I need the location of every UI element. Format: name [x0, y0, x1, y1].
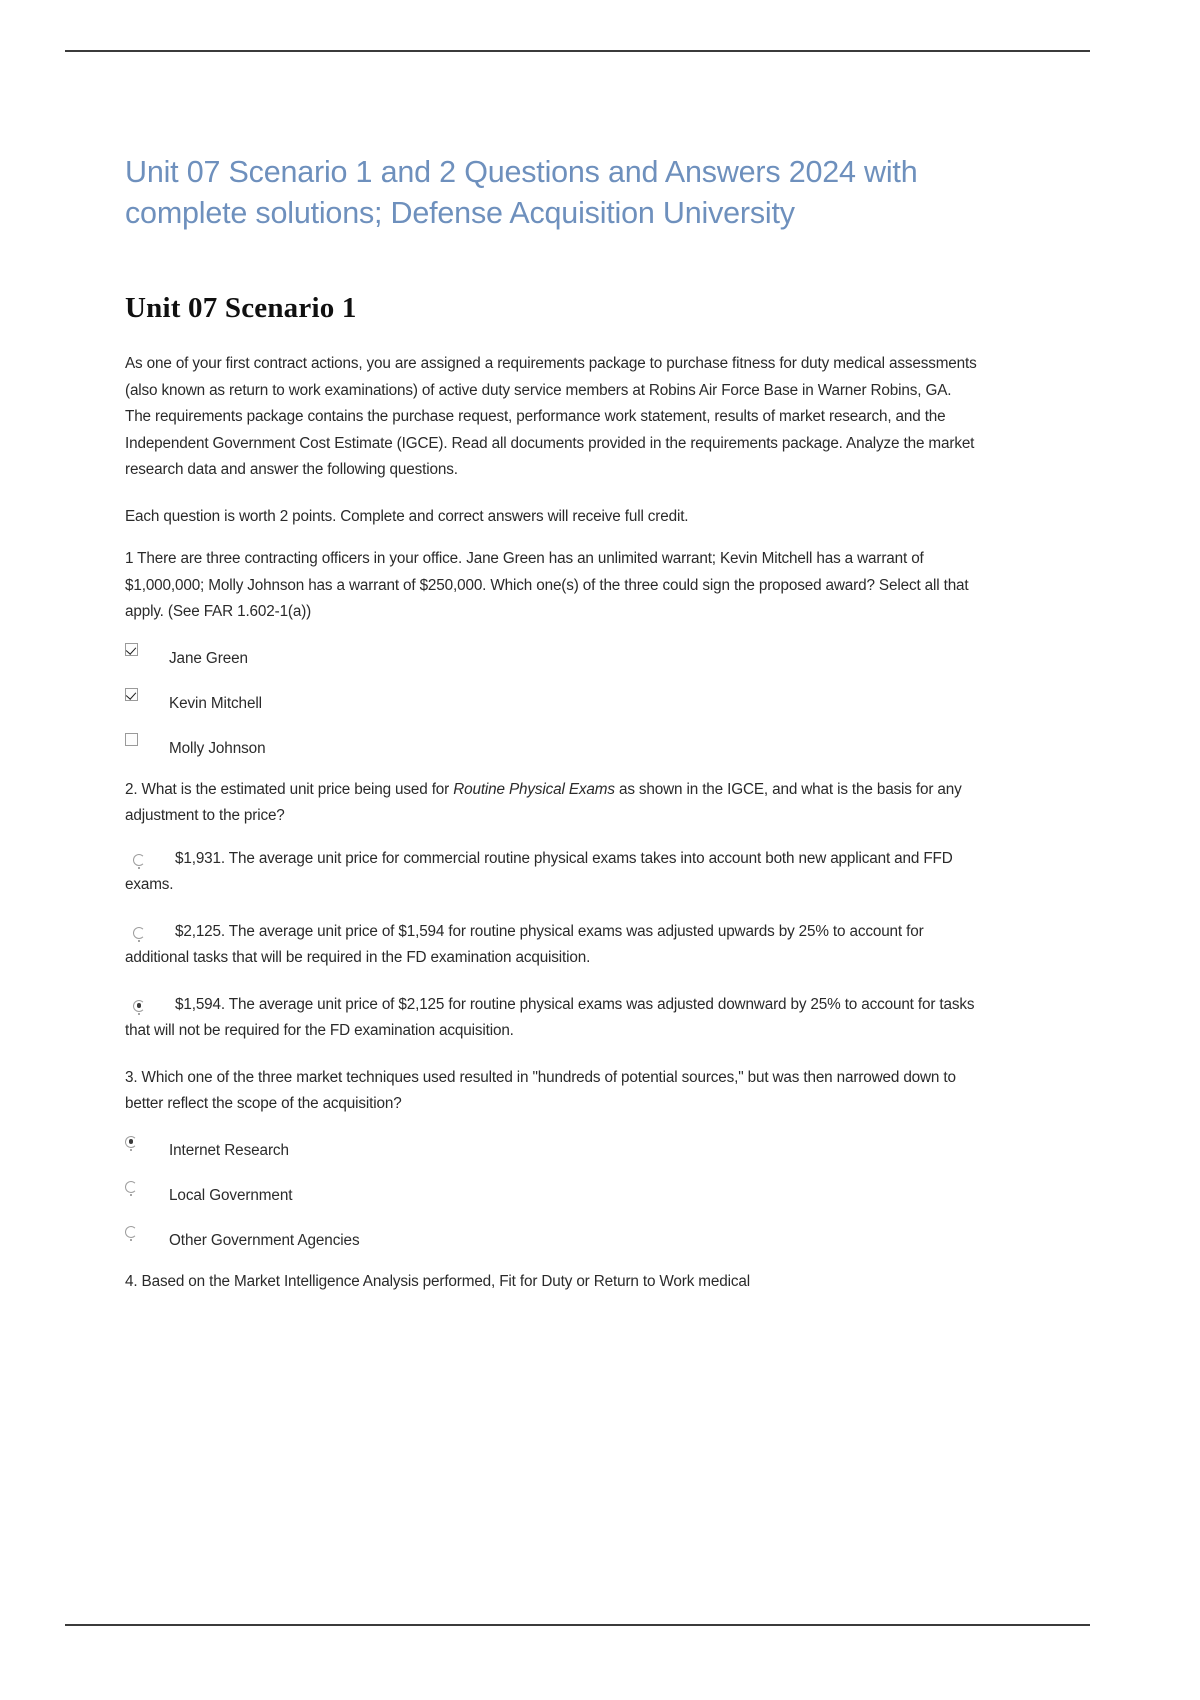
page-bottom-rule [65, 1624, 1090, 1626]
document-page [35, 12, 1165, 1684]
option-label: $1,594. The average unit price of $2,125 for routine physical exams was adjusted downward by 25% to account for tasks that will not be required for the FD examination acquisition. [125, 995, 975, 1039]
question-2-text-before: 2. What is the estimated unit price being used for [125, 780, 454, 798]
radio-icon[interactable] [133, 854, 145, 866]
question-3-text: 3. Which one of the three market techniques used resulted in "hundreds of potential sources," but was then narrowed down to better reflect the scope of the acquisition? [125, 1068, 956, 1112]
option-label: $2,125. The average unit price of $1,594 for routine physical exams was adjusted upwards by 25% to account for additional tasks that will be required in the FD examination acquisition. [125, 922, 924, 966]
option-label: Molly Johnson [169, 739, 266, 757]
question-1-option-1[interactable] [125, 687, 1015, 716]
question-2-option-1[interactable] [125, 919, 1015, 972]
page-title: Unit 07 Scenario 1 and 2 Questions and Answers 2024 with complete solutions; Defense Acquisition University [125, 155, 918, 230]
question-1-text: 1 There are three contracting officers in your office. Jane Green has an unlimited warrant; Kevin Mitchell has a warrant of $1,000,000; Molly Johnson has a warrant of $250,000. Which one(s) of the three could sign the proposed award? Select all that apply. (See FAR 1.602-1(a)) [125, 550, 969, 620]
scoring-note: Each question is worth 2 points. Complete and correct answers will receive full credit. [125, 507, 689, 525]
question-1-option-2[interactable] [125, 732, 1015, 761]
radio-icon[interactable] [125, 1179, 169, 1198]
option-label: Other Government Agencies [169, 1231, 360, 1249]
option-label: $1,931. The average unit price for commercial routine physical exams takes into account both new applicant and FFD exams. [125, 849, 953, 893]
section-heading: Unit 07 Scenario 1 [125, 292, 357, 324]
radio-icon[interactable] [125, 1224, 169, 1243]
question-2-text-after: as shown in the IGCE, and what is the basis for any adjustment to the price? [125, 780, 962, 824]
option-label: Internet Research [169, 1141, 289, 1159]
option-label: Kevin Mitchell [169, 694, 262, 712]
question-2-option-2[interactable] [125, 992, 1015, 1045]
checkbox-icon[interactable] [125, 642, 169, 661]
question-3-option-1[interactable] [125, 1179, 1015, 1208]
page-top-rule [65, 50, 1090, 52]
option-label: Jane Green [169, 649, 248, 667]
question-3-option-0[interactable] [125, 1134, 1015, 1163]
checkbox-icon[interactable] [125, 687, 169, 706]
question-2-text [125, 777, 980, 830]
radio-icon[interactable] [133, 1000, 145, 1012]
option-label: Local Government [169, 1186, 293, 1204]
question-2-italic-phrase: Routine Physical Exams [453, 780, 615, 798]
radio-icon[interactable] [125, 1134, 169, 1153]
document-content [125, 152, 1015, 1315]
checkbox-icon[interactable] [125, 732, 169, 751]
question-2-option-0[interactable] [125, 846, 1015, 899]
radio-icon[interactable] [133, 927, 145, 939]
question-3-option-2[interactable] [125, 1224, 1015, 1253]
question-1-option-0[interactable] [125, 642, 1015, 671]
intro-paragraph: As one of your first contract actions, you are assigned a requirements package to purchase fitness for duty medical assessments (also known as return to work examinations) of active duty service members at Robins Air Force Base in Warner Robins, GA. The requirements package contains the purchase request, performance work statement, results of market research, and the Independent Government Cost Estimate (IGCE). Read all documents provided in the requirements package. Analyze the market research data and answer the following questions. [125, 355, 977, 478]
question-4-text: 4. Based on the Market Intelligence Analysis performed, Fit for Duty or Return to Work medical [125, 1272, 750, 1290]
